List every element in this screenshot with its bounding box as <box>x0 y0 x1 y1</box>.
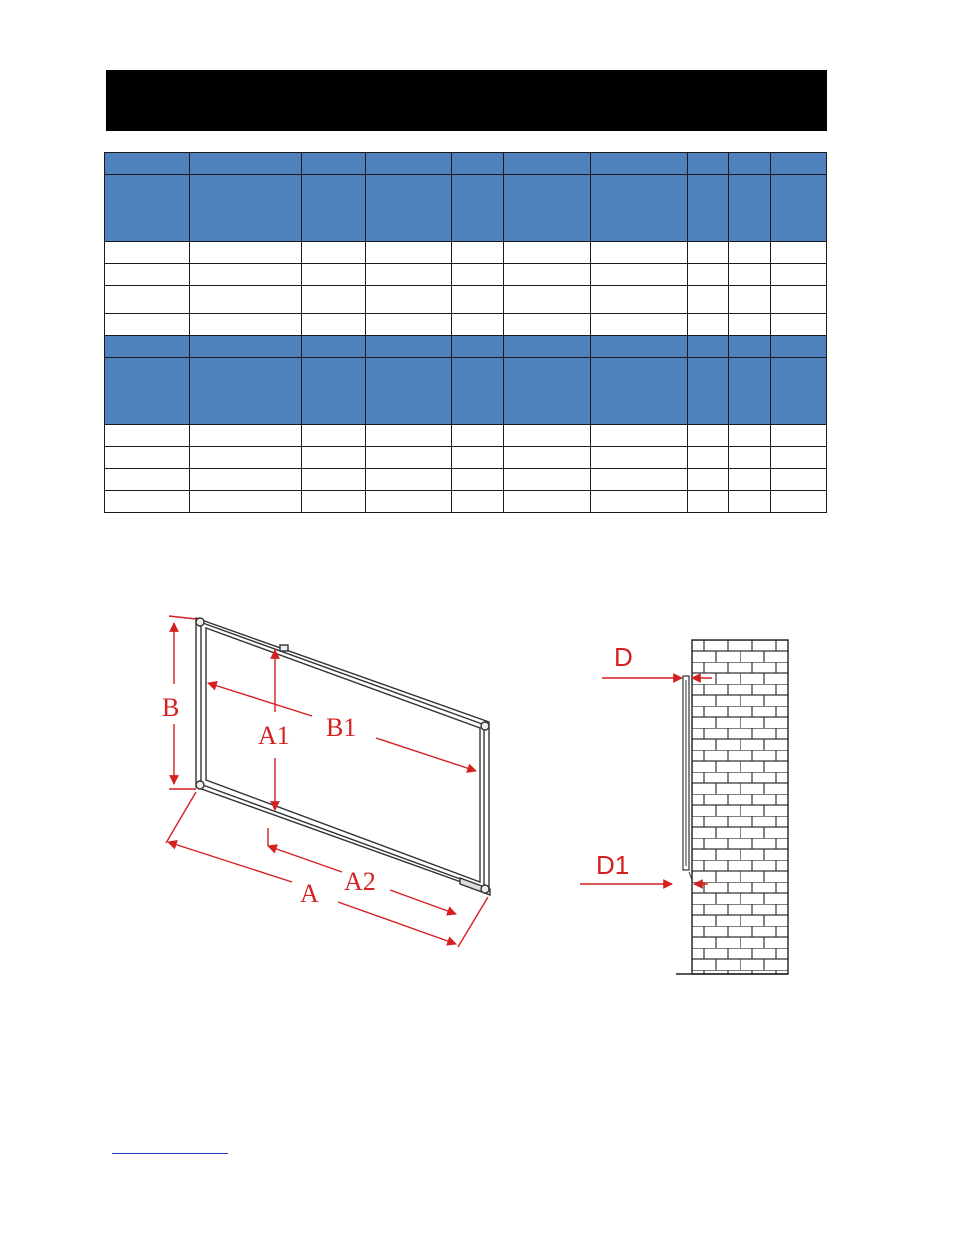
footnote-rule <box>112 1153 228 1154</box>
label-b: B <box>162 693 180 722</box>
whiteboard-dimension-lines <box>166 616 488 947</box>
label-d: D <box>614 642 633 672</box>
whiteboard-dimension-labels <box>162 693 376 908</box>
label-a2: A2 <box>344 867 376 896</box>
whiteboard-drawing <box>196 618 490 895</box>
label-a: A <box>300 879 319 908</box>
brick-wall-drawing <box>676 640 788 974</box>
label-a1: A1 <box>258 721 290 750</box>
label-b1: B1 <box>326 713 357 742</box>
label-d1: D1 <box>596 850 630 880</box>
